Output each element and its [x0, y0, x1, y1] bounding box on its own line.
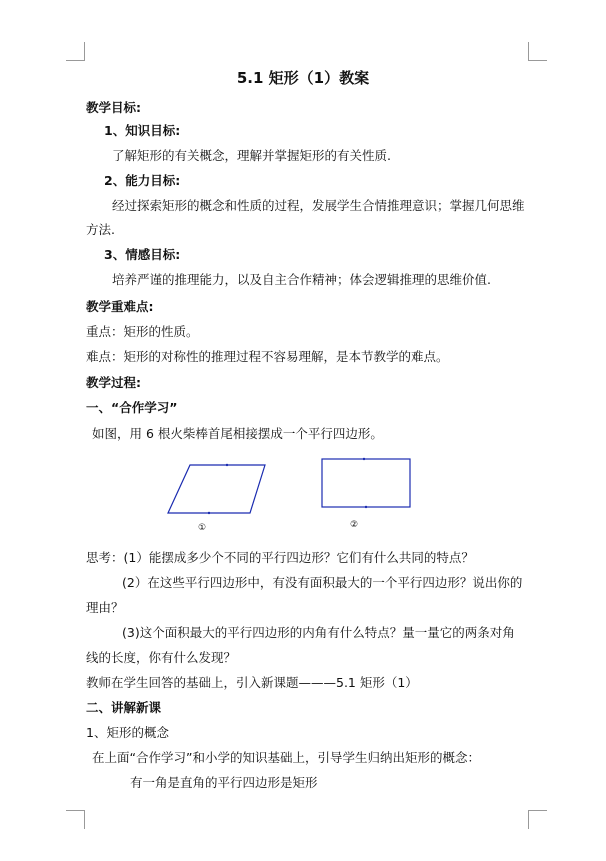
crop-mark-bottom-left: [66, 810, 85, 829]
emotion-objective-text: 培养严谨的推理能力，以及自主合作精神；体会逻辑推理的思维价值.: [112, 272, 491, 287]
think-question-2-line2: 理由？: [86, 600, 124, 615]
knowledge-objective-label: 1、知识目标:: [104, 123, 181, 138]
ability-objective-label: 2、能力目标:: [104, 173, 181, 188]
think-question-2-line1: (2）在这些平行四边形中，有没有面积最大的一个平行四边形？说出你的: [122, 575, 523, 590]
ability-objective-text-1: 经过探索矩形的概念和性质的过程，发展学生合情推理意识；掌握几何思维: [112, 198, 525, 213]
emotion-objective-label: 3、情感目标:: [104, 247, 181, 262]
rectangle-definition: 有一角是直角的平行四边形是矩形: [130, 775, 318, 790]
process-heading: 教学过程:: [86, 375, 141, 390]
key-point-text: 重点：矩形的性质。: [86, 324, 199, 339]
crop-mark-top-right: [528, 42, 547, 61]
rectangle-figure: [315, 452, 420, 517]
objectives-heading: 教学目标:: [86, 100, 141, 115]
rectangle-shape: [322, 459, 410, 507]
think-question-3-line2: 线的长度，你有什么发现？: [86, 650, 237, 665]
crop-mark-top-left: [66, 42, 85, 61]
figure1-label: ①: [198, 523, 207, 533]
section1-heading: 一、“合作学习”: [86, 400, 178, 415]
section2-text: 在上面“合作学习”和小学的知识基础上，引导学生归纳出矩形的概念：: [92, 750, 480, 765]
difficult-point-text: 难点：矩形的对称性的推理过程不容易理解，是本节教学的难点。: [86, 349, 449, 364]
think-question-3-line1: (3)这个面积最大的平行四边形的内角有什么特点？量一量它的两条对角: [122, 625, 515, 640]
ability-objective-text-2: 方法.: [86, 222, 115, 237]
section1-intro: 如图，用 6 根火柴棒首尾相接摆成一个平行四边形。: [92, 426, 383, 441]
crop-mark-bottom-right: [528, 810, 547, 829]
key-points-heading: 教学重难点:: [86, 299, 154, 314]
parallelogram-shape: [168, 465, 265, 513]
parallelogram-figure: [160, 458, 280, 538]
section2-sub1: 1、矩形的概念: [86, 725, 169, 740]
knowledge-objective-text: 了解矩形的有关概念，理解并掌握矩形的有关性质.: [112, 148, 391, 163]
section2-heading: 二、讲解新课: [86, 700, 162, 715]
transition-text: 教师在学生回答的基础上，引入新课题———5.1 矩形（1）: [86, 675, 418, 690]
page-title: 5.1 矩形（1）教案: [236, 69, 370, 87]
think-question-1: 思考：(1）能摆成多少个不同的平行四边形？它们有什么共同的特点？: [86, 550, 474, 565]
figure2-label: ②: [350, 520, 359, 530]
